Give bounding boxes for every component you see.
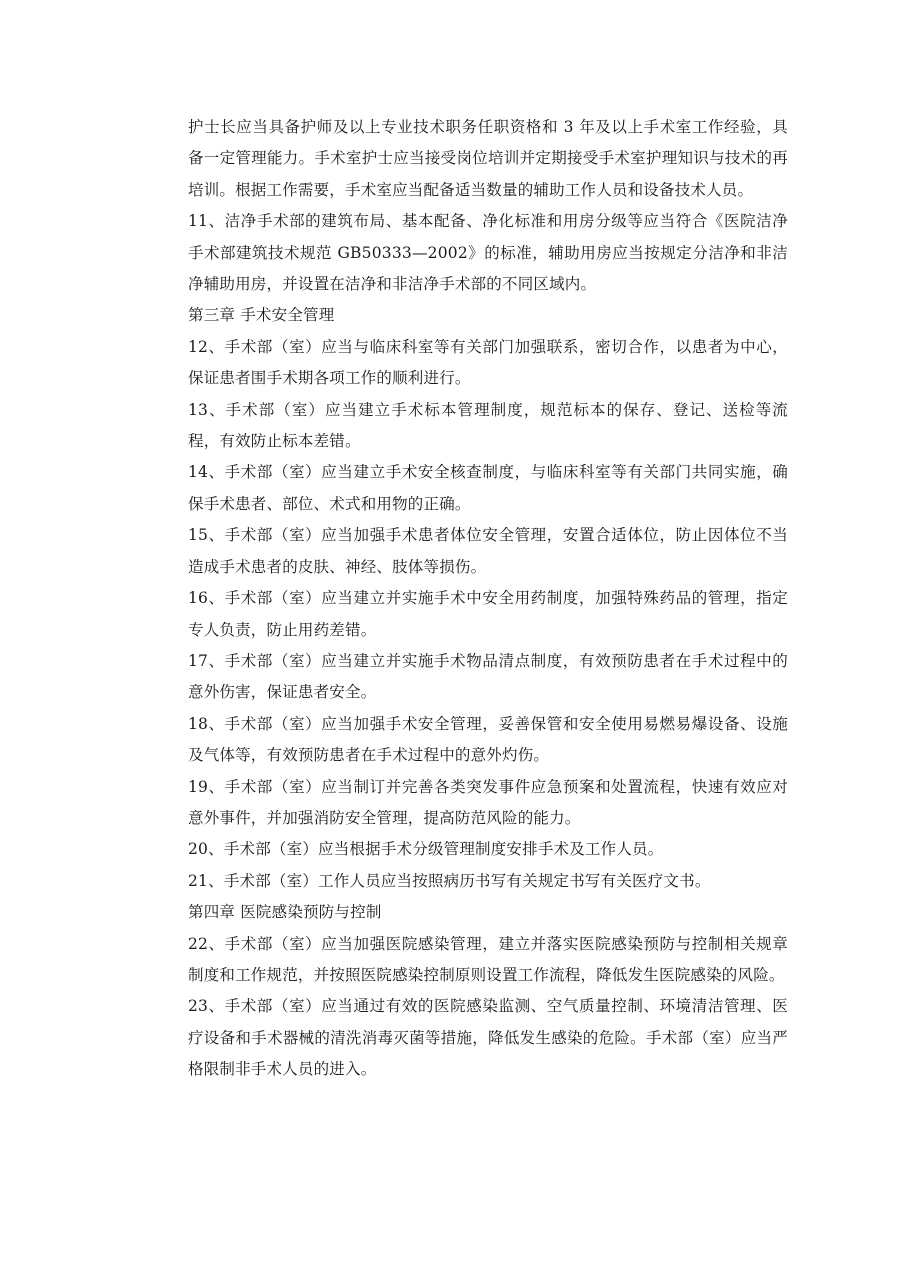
paragraph-21: 21、手术部（室）工作人员应当按照病历书写有关规定书写有关医疗文书。 [188, 871, 711, 890]
paragraph-11: 11、洁净手术部的建筑布局、基本配备、净化标准和用房分级等应当符合《医院洁净手术部建筑技术规范 GB50333—2002》的标准，辅助用房应当按规定分洁净和非洁净辅助用房，并设置在洁净和非洁净手术部的不同区域内。 [188, 212, 788, 294]
paragraph-13: 13、手术部（室）应当建立手术标本管理制度，规范标本的保存、登记、送检等流程，有效防止标本差错。 [188, 400, 788, 451]
paragraph-22: 22、手术部（室）应当加强医院感染管理，建立并落实医院感染预防与控制相关规章制度和工作规范，并按照医院感染控制原则设置工作流程，降低发生医院感染的风险。 [188, 934, 788, 984]
paragraph-23: 23、手术部（室）应当通过有效的医院感染监测、空气质量控制、环境清洁管理、医疗设备和手术器械的清洗消毒灭菌等措施，降低发生感染的危险。手术部（室）应当严格限制非手术人员的进入。 [188, 997, 788, 1079]
paragraph-12: 12、手术部（室）应当与临床科室等有关部门加强联系，密切合作，以患者为中心，保证患者围手术期各项工作的顺利进行。 [188, 337, 788, 388]
paragraph-18: 18、手术部（室）应当加强手术安全管理，妥善保管和安全使用易燃易爆设备、设施及气体等，有效预防患者在手术过程中的意外灼伤。 [188, 714, 788, 765]
document-body [188, 112, 788, 1086]
paragraph-19: 19、手术部（室）应当制订并完善各类突发事件应急预案和处置流程，快速有效应对意外事件，并加强消防安全管理，提高防范风险的能力。 [188, 777, 788, 827]
paragraph-15: 15、手术部（室）应当加强手术患者体位安全管理，安置合适体位，防止因体位不当造成手术患者的皮肤、神经、肢体等损伤。 [188, 526, 788, 576]
paragraph-nurse-qualifications: 护士长应当具备护师及以上专业技术职务任职资格和 3 年及以上手术室工作经验，具备一定管理能力。手术室护士应当接受岗位培训并定期接受手术室护理知识与技术的再培训。根据工作需要，手术室应当配备适当数量的辅助工作人员和设备技术人员。 [188, 118, 788, 199]
chapter-4-heading: 第四章 医院感染预防与控制 [188, 903, 382, 922]
paragraph-16: 16、手术部（室）应当建立并实施手术中安全用药制度，加强特殊药品的管理，指定专人负责，防止用药差错。 [188, 589, 788, 639]
paragraph-20: 20、手术部（室）应当根据手术分级管理制度安排手术及工作人员。 [188, 840, 664, 859]
paragraph-14: 14、手术部（室）应当建立手术安全核查制度，与临床科室等有关部门共同实施，确保手术患者、部位、术式和用物的正确。 [188, 463, 788, 513]
chapter-3-heading: 第三章 手术安全管理 [188, 306, 335, 325]
paragraph-17: 17、手术部（室）应当建立并实施手术物品清点制度，有效预防患者在手术过程中的意外伤害，保证患者安全。 [188, 651, 788, 702]
